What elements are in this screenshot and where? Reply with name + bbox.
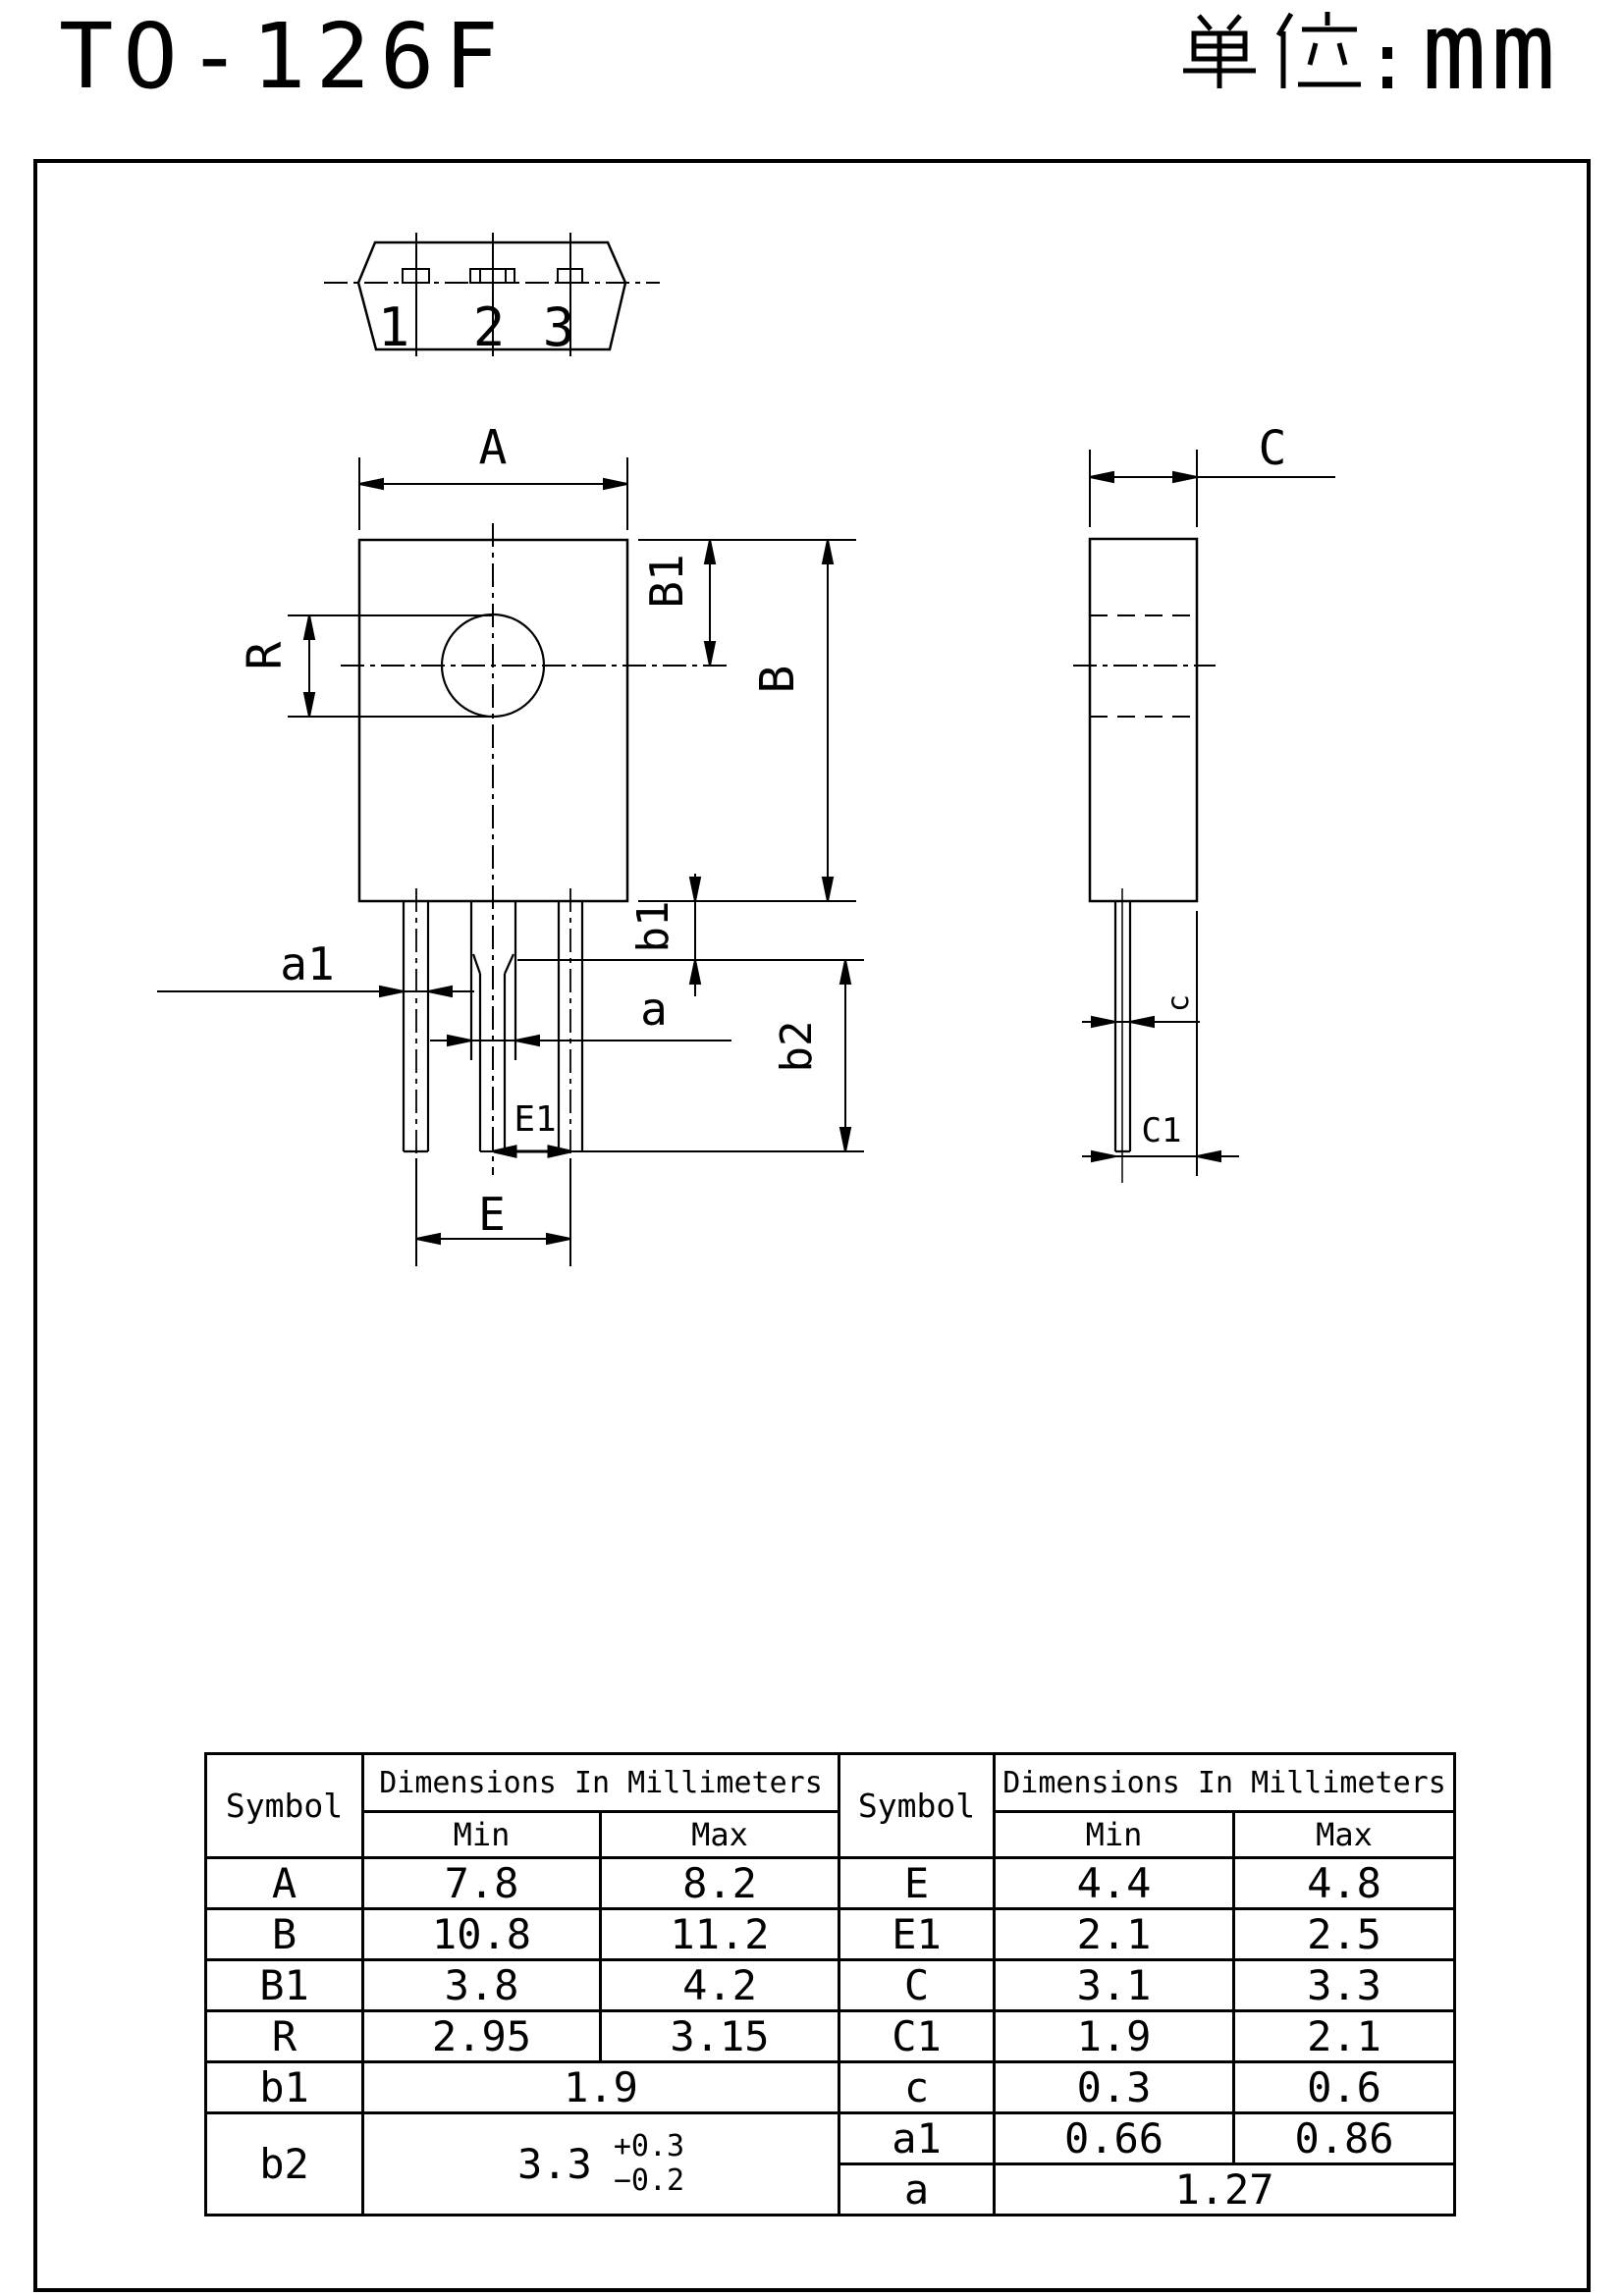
- dim-C: [1090, 450, 1335, 527]
- cell-symbol: B: [206, 1909, 363, 1960]
- header-max-left: Max: [601, 1812, 839, 1858]
- cell-symbol: a: [839, 2164, 995, 2216]
- cell-min: 1.9: [995, 2011, 1234, 2062]
- cell-min: 7.8: [363, 1858, 601, 1909]
- table-subheader-row: [206, 1812, 1455, 1858]
- side-body-outline: [1090, 539, 1197, 901]
- cell-span-value: 1.9: [363, 2062, 839, 2113]
- side-view: [1073, 450, 1335, 1183]
- unit-cjk-dan-glyph: [1183, 16, 1256, 88]
- table-row: [206, 1858, 1455, 1909]
- cell-max: 0.86: [1234, 2113, 1455, 2164]
- label-a1: a1: [280, 937, 335, 990]
- label-B1: B1: [640, 554, 693, 609]
- table-row: [206, 1909, 1455, 1960]
- cell-max: 3.3: [1234, 1960, 1455, 2011]
- label-B: B: [750, 665, 805, 694]
- cell-max: 8.2: [601, 1858, 839, 1909]
- table-header-row: [206, 1754, 1455, 1812]
- cell-min: 10.8: [363, 1909, 601, 1960]
- label-E: E: [478, 1188, 506, 1241]
- cell-max: 0.6: [1234, 2062, 1455, 2113]
- dimension-table: [204, 1752, 1456, 2216]
- cell-symbol: b1: [206, 2062, 363, 2113]
- cell-max: 2.1: [1234, 2011, 1455, 2062]
- pin3-label: 3: [542, 296, 575, 358]
- header-min-left: Min: [363, 1812, 601, 1858]
- dim-a: [430, 1036, 731, 1045]
- header-dims-right: Dimensions In Millimeters: [995, 1754, 1455, 1812]
- table-row: [206, 2062, 1455, 2113]
- label-b1: b1: [628, 900, 678, 953]
- unit-cjk-wei-glyph: [1278, 12, 1361, 88]
- cell-symbol: C1: [839, 2011, 995, 2062]
- cell-symbol: B1: [206, 1960, 363, 2011]
- header-min-right: Min: [995, 1812, 1234, 1858]
- cell-symbol: c: [839, 2062, 995, 2113]
- header-symbol-right: Symbol: [839, 1754, 995, 1858]
- b2-tol-plus: +0.3: [613, 2129, 685, 2163]
- label-a: a: [640, 983, 668, 1036]
- label-R: R: [238, 641, 293, 670]
- table-row: [206, 1960, 1455, 2011]
- cell-min: 0.66: [995, 2113, 1234, 2164]
- cell-min: 3.1: [995, 1960, 1234, 2011]
- header-symbol-left: Symbol: [206, 1754, 363, 1858]
- cell-max: 2.5: [1234, 1909, 1455, 1960]
- cell-min: 2.95: [363, 2011, 601, 2062]
- unit-colon: [1382, 47, 1392, 88]
- label-C1: C1: [1141, 1111, 1182, 1150]
- cell-symbol: A: [206, 1858, 363, 1909]
- label-A: A: [478, 420, 508, 475]
- cell-min: 2.1: [995, 1909, 1234, 1960]
- b2-tol-minus: −0.2: [613, 2163, 685, 2198]
- front-view: [157, 457, 864, 1266]
- cell-b2-tolerance: [363, 2113, 839, 2216]
- table-row: [206, 2113, 1455, 2164]
- header-max-right: Max: [1234, 1812, 1455, 1858]
- cell-max: 3.15: [601, 2011, 839, 2062]
- unit-mm-label: mm: [1422, 0, 1560, 114]
- label-E1: E1: [514, 1099, 557, 1140]
- cell-max: 4.8: [1234, 1858, 1455, 1909]
- cell-symbol: a1: [839, 2113, 995, 2164]
- dim-E1: [494, 1147, 570, 1156]
- header-dims-left: Dimensions In Millimeters: [363, 1754, 839, 1812]
- cell-min: 3.8: [363, 1960, 601, 2011]
- cell-symbol: C: [839, 1960, 995, 2011]
- table-row: [206, 2011, 1455, 2062]
- cell-span-value: 1.27: [995, 2164, 1455, 2216]
- b2-nominal: 3.3: [516, 2140, 592, 2188]
- unit-label: [1183, 12, 1392, 88]
- cell-symbol: b2: [206, 2113, 363, 2216]
- cell-symbol: E1: [839, 1909, 995, 1960]
- label-C: C: [1258, 421, 1287, 476]
- cell-symbol: R: [206, 2011, 363, 2062]
- cell-min: 0.3: [995, 2062, 1234, 2113]
- cell-symbol: E: [839, 1858, 995, 1909]
- pin2-label: 2: [472, 296, 506, 358]
- pin1-label: 1: [377, 296, 410, 358]
- cell-max: 11.2: [601, 1909, 839, 1960]
- label-b2: b2: [772, 1020, 822, 1073]
- label-c: c: [1162, 993, 1196, 1013]
- cell-max: 4.2: [601, 1960, 839, 2011]
- page-title: TO-126F: [59, 4, 509, 109]
- dim-c: [1082, 1017, 1200, 1027]
- cell-min: 4.4: [995, 1858, 1234, 1909]
